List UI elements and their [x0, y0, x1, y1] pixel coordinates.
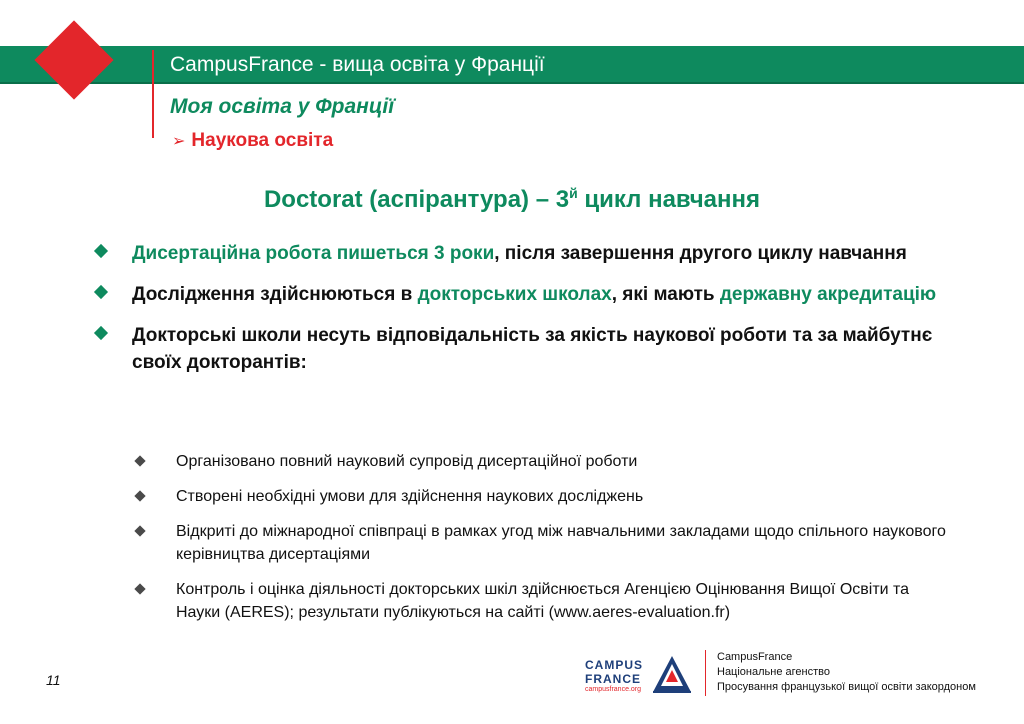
header-title: CampusFrance - вища освіта у Франції [170, 53, 545, 76]
sub-bullet-item [130, 450, 950, 473]
bullet-text: , після завершення другого циклу навчання [494, 243, 907, 264]
sub-bullet-item [130, 520, 950, 566]
bullet-text: Дослідження здійснюються в [132, 284, 418, 305]
small-diamond-icon [134, 490, 145, 501]
sub-bullet-text: Організовано повний науковий супровід дисертаційної роботи [176, 453, 638, 470]
main-bullet-list [92, 240, 952, 390]
arrow-icon: ➢ [172, 133, 186, 150]
page-number: 11 [46, 672, 61, 688]
diamond-bullet-icon [94, 285, 108, 299]
red-diamond-logo [34, 20, 113, 99]
sub-bullet-item [130, 578, 950, 624]
org-line-2: Національне агенство [717, 666, 830, 678]
sub-bullet-list [130, 450, 950, 636]
breadcrumb [172, 130, 333, 152]
bullet-highlight: державну акредитацію [719, 284, 937, 305]
diamond-bullet-icon [94, 244, 108, 258]
bullet-item [92, 281, 952, 308]
small-diamond-icon [134, 583, 145, 594]
breadcrumb-label: Наукова освіта [191, 130, 334, 151]
sub-bullet-text: Створені необхідні умови для здійснення наукових досліджень [176, 488, 644, 505]
logo-url: campusfrance.org [585, 686, 642, 693]
slide-title-main: Doctorat (аспірантура) – 3 [263, 186, 570, 213]
header-divider [152, 50, 154, 138]
logo-text-campus: CAMPUS [585, 658, 644, 672]
small-diamond-icon [134, 525, 145, 536]
small-diamond-icon [134, 455, 145, 466]
bullet-highlight: докторських школах [417, 284, 612, 305]
bullet-text: , які мають [611, 284, 720, 305]
slide-title-tail: цикл навчання [577, 186, 761, 213]
logo-pyramid-icon [651, 654, 693, 694]
section-title: Моя освіта у Франції [170, 95, 395, 118]
campusfrance-logo [585, 652, 695, 698]
bullet-highlight: Дисертаційна робота пишеться 3 роки [132, 243, 495, 264]
org-line-3: Просування французької вищої освіти закордоном [717, 681, 976, 693]
bullet-item [92, 322, 952, 376]
org-name: CampusFrance [717, 651, 793, 663]
footer-divider [705, 650, 706, 696]
sub-bullet-item [130, 485, 950, 508]
bullet-text: Докторські школи несуть відповідальність за якість наукової роботи та за майбутнє своїх докторантів: [132, 325, 933, 373]
logo-text-france: FRANCE [585, 672, 641, 686]
slide-title [0, 185, 1024, 214]
diamond-bullet-icon [94, 326, 108, 340]
sub-bullet-text: Відкриті до міжнародної співпраці в рамках угод між навчальними закладами щодо спільного наукового керівництва дисертаціями [176, 523, 946, 563]
slide-title-sup: й [569, 185, 578, 201]
footer-org-info [717, 650, 976, 695]
bullet-item [92, 240, 952, 267]
sub-bullet-text: Контроль і оцінка діяльності докторських шкіл здійснюється Агенцією Оцінювання Вищої Освіти та Науки (AERES); результати публікуються на сайті (www.aeres-evaluation.fr) [176, 581, 910, 621]
